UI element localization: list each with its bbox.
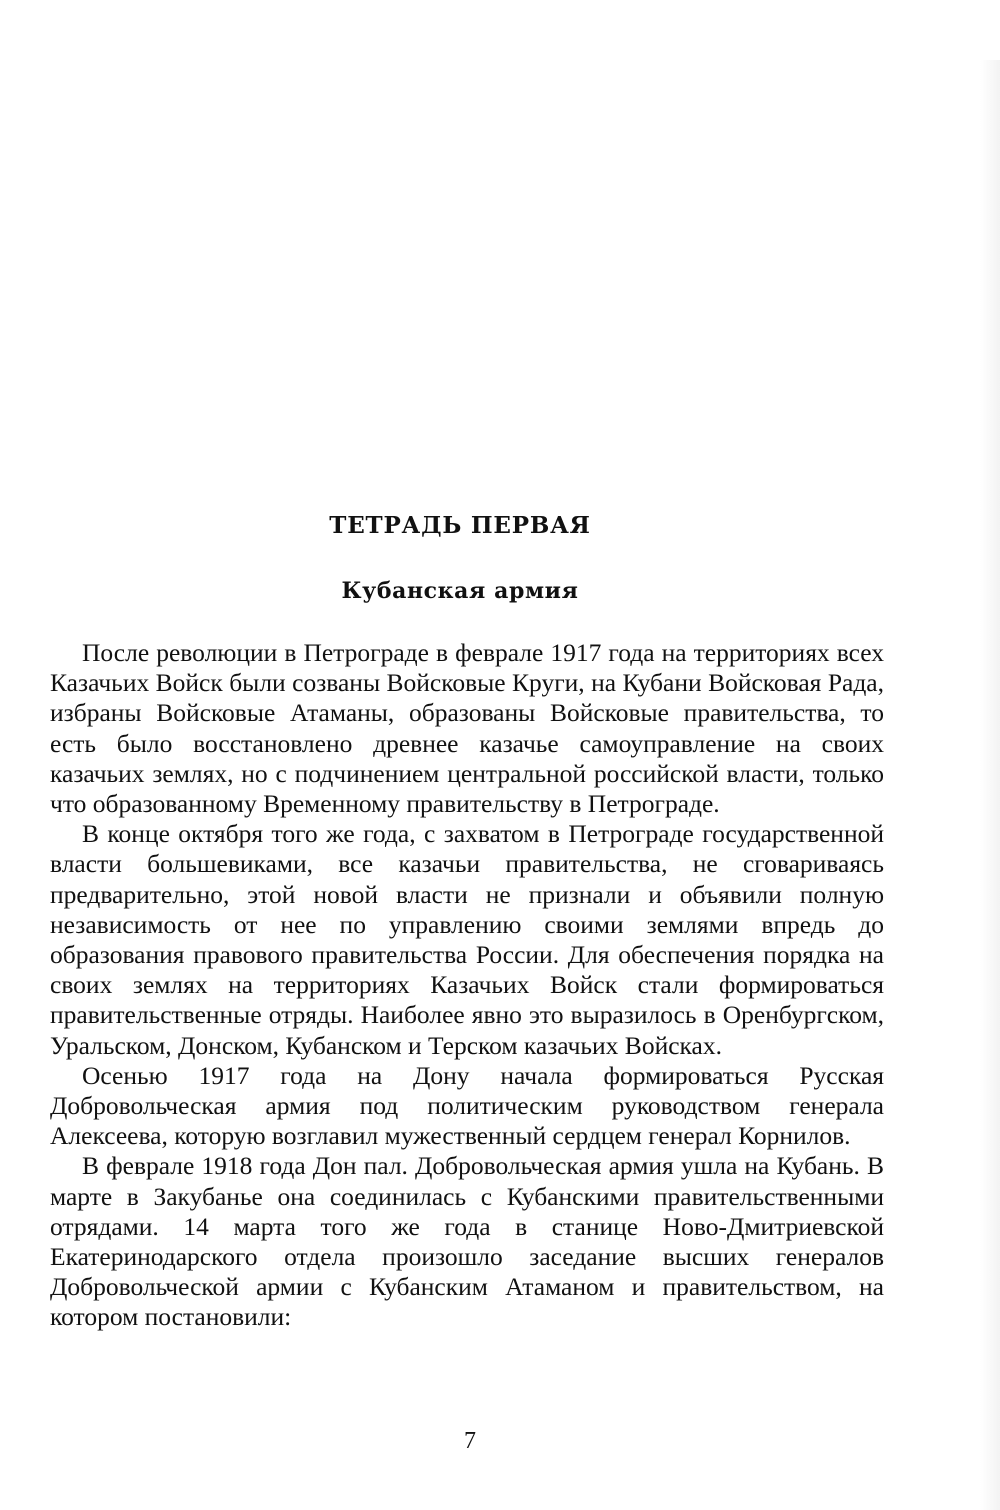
page-number: 7 xyxy=(464,1428,476,1454)
paragraph: В феврале 1918 года Дон пал. Добровольческая армия ушла на Кубань. В марте в Закубанье она соединилась с Кубанскими правительственными отрядами. 14 марта того же года в станице Ново-Дмитриевской Екатеринодарского отдела произошло заседание высших генералов Добровольческой армии с Кубанским Атаманом и правительством, на котором постановили: xyxy=(50,1151,884,1332)
paragraph: В конце октября того же года, с захватом в Петрограде государственной власти большевиками, все казачьи правительства, не сговариваясь предварительно, этой новой власти не признали и объявили полную независимость от нее по управлению своими землями впредь до образования правового правительства России. Для обеспечения порядка на своих землях на территориях Казачьих Войск стали формироваться правительственные отряды. Наиболее явно это выразилось в Оренбургском, Уральском, Донском, Кубанском и Терском казачьих Войсках. xyxy=(50,819,884,1060)
chapter-title: ТЕТРАДЬ ПЕРВАЯ xyxy=(329,512,591,539)
body-text xyxy=(50,638,884,1333)
section-title: Кубанская армия xyxy=(341,578,579,604)
paragraph: Осенью 1917 года на Дону начала формироваться Русская Добровольческая армия под политическим руководством генерала Алексеева, которую возглавил мужественный сердцем генерал Корнилов. xyxy=(50,1060,884,1151)
paragraph: После революции в Петрограде в феврале 1917 года на территориях всех Казачьих Войск были созваны Войсковые Круги, на Кубани Войсковая Рада, избраны Войсковые Атаманы, образованы Войсковые правительства, то есть было восстановлено древнее казачье самоуправление на своих казачьих землях, но с подчинением центральной российской власти, только что образованному Временному правительству в Петрограде. xyxy=(50,638,884,819)
scan-edge-shadow xyxy=(980,60,1000,1510)
